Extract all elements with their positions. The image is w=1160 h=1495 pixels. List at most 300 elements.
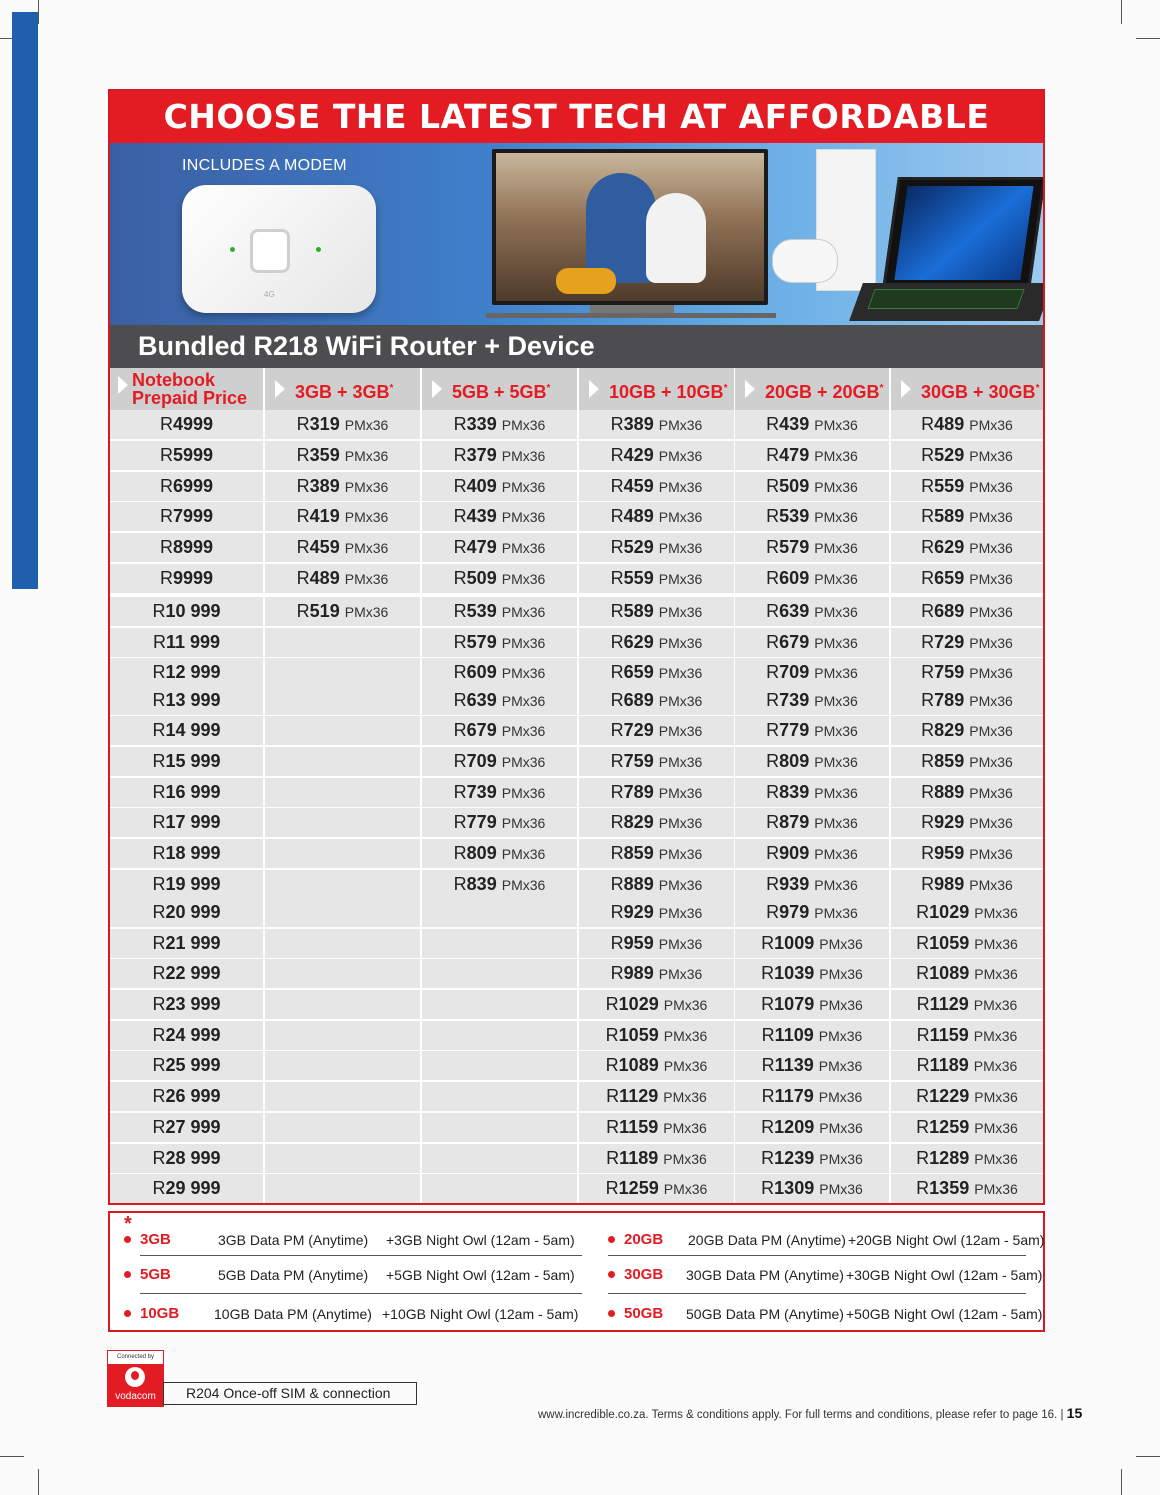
- term-label: PMx36: [818, 1028, 863, 1044]
- monthly-price: R1189: [606, 1148, 659, 1168]
- column-header-plan: [579, 368, 734, 410]
- table-cell-plan: [891, 1174, 1043, 1203]
- term-label: PMx36: [969, 448, 1013, 464]
- table-cell-plan: [579, 1082, 734, 1111]
- monthly-price: R459: [296, 537, 340, 557]
- page-number: 15: [1066, 1405, 1083, 1421]
- table-cell-empty: [422, 929, 577, 958]
- term-label: PMx36: [658, 571, 703, 587]
- table-cell-empty: [265, 1051, 420, 1080]
- monthly-price: R1129: [916, 994, 969, 1014]
- monthly-price: R829: [610, 812, 654, 832]
- monthly-price: R509: [453, 568, 497, 588]
- monthly-price: R459: [610, 476, 654, 496]
- bundle-title: Bundled R218 WiFi Router + Device: [138, 331, 595, 361]
- prepaid-price: R21 999: [152, 933, 221, 953]
- table-cell-plan: [735, 597, 889, 626]
- table-row-prepaid: [110, 472, 263, 501]
- laptop-image: [882, 177, 1043, 289]
- table-cell-plan: [579, 870, 734, 899]
- monthly-price: R509: [766, 476, 810, 496]
- table-cell-plan: [735, 410, 889, 439]
- monthly-price: R839: [453, 874, 497, 894]
- term-label: PMx36: [501, 693, 546, 709]
- column-header-plan: [422, 368, 577, 410]
- term-label: PMx36: [974, 1089, 1018, 1105]
- table-cell-plan: [579, 1021, 734, 1050]
- vodacom-icon: [125, 1367, 145, 1387]
- monthly-price: R1059: [605, 1025, 659, 1045]
- table-cell-plan: [891, 1113, 1043, 1142]
- monthly-price: R1079: [761, 994, 815, 1014]
- monthly-price: R859: [610, 843, 654, 863]
- term-label: PMx36: [969, 417, 1013, 433]
- table-cell-plan: [891, 870, 1043, 899]
- term-label: PMx36: [814, 571, 858, 587]
- table-row-prepaid: [110, 839, 263, 868]
- term-label: PMx36: [814, 815, 858, 831]
- table-cell-plan: [579, 686, 734, 715]
- table-cell-plan: [422, 533, 577, 562]
- prepaid-price: R20 999: [152, 902, 221, 922]
- prepaid-price: R17 999: [152, 812, 221, 832]
- table-cell-plan: [891, 808, 1043, 837]
- vodacom-name: vodacom: [115, 1391, 156, 1402]
- table-row-prepaid: [110, 628, 263, 657]
- monthly-price: R689: [610, 690, 654, 710]
- table-row-prepaid: [110, 959, 263, 988]
- term-label: PMx36: [814, 693, 858, 709]
- crop-mark: [38, 0, 39, 24]
- monthly-price: R1129: [606, 1086, 659, 1106]
- monthly-price: R559: [921, 476, 965, 496]
- bundle-title-bar: [110, 325, 1043, 368]
- term-label: PMx36: [814, 635, 858, 651]
- prepaid-label-line2: Prepaid Price: [132, 388, 248, 408]
- table-row-prepaid: [110, 410, 263, 439]
- table-cell-plan: [891, 686, 1043, 715]
- table-cell-plan: [735, 716, 889, 745]
- term-label: PMx36: [501, 604, 546, 620]
- table-row-prepaid: [110, 808, 263, 837]
- term-label: PMx36: [969, 509, 1013, 525]
- prepaid-price: R16 999: [152, 782, 221, 802]
- table-cell-plan: [265, 441, 420, 470]
- term-label: PMx36: [969, 479, 1013, 495]
- legend-night-owl: +30GB Night Owl (12am - 5am): [846, 1267, 1043, 1283]
- term-label: PMx36: [969, 815, 1013, 831]
- prepaid-price: R24 999: [152, 1025, 221, 1045]
- monthly-price: R1359: [916, 1178, 970, 1198]
- table-cell-plan: [891, 716, 1043, 745]
- table-cell-plan: [579, 410, 734, 439]
- table-cell-plan: [579, 990, 734, 1019]
- table-cell-plan: [891, 929, 1043, 958]
- prepaid-price: R28 999: [152, 1148, 221, 1168]
- table-cell-plan: [579, 898, 734, 927]
- monthly-price: R809: [766, 751, 810, 771]
- term-label: PMx36: [501, 754, 546, 770]
- table-cell-plan: [265, 597, 420, 626]
- table-row-prepaid: [110, 1174, 263, 1203]
- legend-item: [608, 1263, 1043, 1287]
- monthly-price: R709: [766, 662, 810, 682]
- table-row-prepaid: [110, 686, 263, 715]
- monthly-price: R629: [610, 632, 654, 652]
- term-label: PMx36: [969, 846, 1013, 862]
- term-label: PMx36: [658, 754, 703, 770]
- table-row-prepaid: [110, 1082, 263, 1111]
- table-cell-plan: [579, 1051, 734, 1080]
- term-label: PMx36: [969, 665, 1013, 681]
- table-cell-plan: [422, 628, 577, 657]
- crop-mark: [1136, 38, 1160, 39]
- legend-divider: [608, 1255, 1026, 1256]
- legend-night-owl: +50GB Night Owl (12am - 5am): [846, 1306, 1043, 1322]
- term-label: PMx36: [814, 540, 858, 556]
- table-cell-empty: [422, 1113, 577, 1142]
- table-cell-plan: [579, 564, 734, 593]
- monthly-price: R339: [453, 414, 497, 434]
- legend-code: 3GB: [140, 1231, 171, 1248]
- footer-text: www.incredible.co.za. Terms & conditions apply. For full terms and conditions, please refer to page 16.: [538, 1409, 1058, 1421]
- table-cell-plan: [735, 1174, 889, 1203]
- monthly-price: R929: [921, 812, 965, 832]
- term-label: PMx36: [658, 540, 703, 556]
- legend-item: [608, 1302, 1043, 1326]
- monthly-price: R1179: [761, 1086, 814, 1106]
- table-cell-plan: [422, 870, 577, 899]
- footer: [538, 1405, 1082, 1421]
- table-cell-empty: [422, 1051, 577, 1080]
- table-cell-plan: [422, 839, 577, 868]
- monthly-price: R1259: [605, 1178, 659, 1198]
- table-cell-empty: [422, 1021, 577, 1050]
- prepaid-price: R8999: [159, 537, 214, 557]
- table-row-prepaid: [110, 1113, 263, 1142]
- table-cell-plan: [891, 472, 1043, 501]
- table-cell-empty: [265, 1144, 420, 1173]
- table-cell-plan: [579, 441, 734, 470]
- term-label: PMx36: [501, 635, 546, 651]
- monthly-price: R539: [766, 506, 810, 526]
- monthly-price: R1159: [606, 1117, 659, 1137]
- monthly-price: R779: [766, 720, 810, 740]
- table-row-prepaid: [110, 1021, 263, 1050]
- monthly-price: R1159: [916, 1025, 969, 1045]
- monthly-price: R1059: [916, 933, 970, 953]
- term-label: PMx36: [819, 997, 863, 1013]
- crop-mark: [0, 1456, 24, 1457]
- plan-label: 30GB + 30GB*: [921, 382, 1040, 402]
- term-label: PMx36: [658, 604, 703, 620]
- crop-mark: [1121, 0, 1122, 24]
- term-label: PMx36: [658, 966, 703, 982]
- data-legend: [108, 1211, 1045, 1332]
- monthly-price: R489: [921, 414, 965, 434]
- term-label: PMx36: [344, 604, 389, 620]
- plan-label: 10GB + 10GB*: [609, 382, 728, 402]
- table-cell-plan: [422, 747, 577, 776]
- monthly-price: R929: [610, 902, 654, 922]
- table-cell-plan: [891, 1051, 1043, 1080]
- table-cell-plan: [579, 1174, 734, 1203]
- monthly-price: R939: [766, 874, 810, 894]
- monthly-price: R1109: [761, 1025, 814, 1045]
- term-label: PMx36: [814, 665, 858, 681]
- monthly-price: R589: [921, 506, 965, 526]
- table-row-prepaid: [110, 747, 263, 776]
- prepaid-price: R19 999: [152, 874, 221, 894]
- legend-code: 20GB: [624, 1231, 664, 1248]
- table-cell-plan: [891, 628, 1043, 657]
- monthly-price: R1029: [605, 994, 659, 1014]
- table-cell-plan: [265, 533, 420, 562]
- monthly-price: R359: [296, 445, 340, 465]
- prepaid-price: R6999: [159, 476, 214, 496]
- monthly-price: R1009: [761, 933, 815, 953]
- triangle-icon: [745, 380, 755, 398]
- table-cell-plan: [579, 1144, 734, 1173]
- bullet-icon: [124, 1271, 131, 1278]
- monthly-price: R959: [610, 933, 654, 953]
- table-cell-plan: [891, 747, 1043, 776]
- monthly-price: R1309: [761, 1178, 815, 1198]
- prepaid-price: R7999: [159, 506, 214, 526]
- table-cell-empty: [265, 1113, 420, 1142]
- term-label: PMx36: [974, 1120, 1018, 1136]
- headline: CHOOSE THE LATEST TECH AT AFFORDABLE: [110, 91, 1043, 143]
- table-cell-plan: [735, 628, 889, 657]
- term-label: PMx36: [658, 723, 703, 739]
- term-label: PMx36: [344, 479, 389, 495]
- table-cell-plan: [579, 472, 734, 501]
- monthly-price: R989: [921, 874, 965, 894]
- triangle-icon: [118, 376, 128, 394]
- term-label: PMx36: [818, 1089, 863, 1105]
- crop-mark: [1136, 1456, 1160, 1457]
- modem-label: INCLUDES A MODEM: [182, 157, 347, 174]
- monthly-price: R429: [610, 445, 654, 465]
- table-cell-plan: [579, 502, 734, 531]
- plan-label: 20GB + 20GB*: [765, 382, 884, 402]
- table-cell-empty: [422, 1082, 577, 1111]
- bullet-icon: [608, 1236, 615, 1243]
- term-label: PMx36: [658, 509, 703, 525]
- term-label: PMx36: [658, 936, 703, 952]
- table-row-prepaid: [110, 898, 263, 927]
- monthly-price: R789: [921, 690, 965, 710]
- prepaid-price: R11 999: [152, 632, 221, 652]
- term-label: PMx36: [969, 754, 1013, 770]
- table-cell-empty: [265, 1174, 420, 1203]
- table-row-prepaid: [110, 502, 263, 531]
- monthly-price: R519: [296, 601, 340, 621]
- vodacom-logo: [107, 1350, 164, 1407]
- monthly-price: R659: [921, 568, 965, 588]
- monthly-price: R529: [610, 537, 654, 557]
- table-row-prepaid: [110, 1144, 263, 1173]
- crop-mark: [1121, 1469, 1122, 1495]
- table-cell-plan: [735, 1021, 889, 1050]
- monthly-price: R439: [453, 506, 497, 526]
- table-cell-empty: [265, 898, 420, 927]
- monthly-price: R879: [766, 812, 810, 832]
- legend-code: 50GB: [624, 1305, 664, 1322]
- table-row-prepaid: [110, 929, 263, 958]
- term-label: PMx36: [814, 846, 858, 862]
- term-label: PMx36: [974, 905, 1018, 921]
- table-cell-plan: [422, 716, 577, 745]
- prepaid-price: R22 999: [152, 963, 221, 983]
- monthly-price: R539: [453, 601, 497, 621]
- table-row-prepaid: [110, 658, 263, 687]
- column-header-plan: [265, 368, 420, 410]
- table-cell-empty: [422, 1174, 577, 1203]
- term-label: PMx36: [969, 571, 1013, 587]
- prepaid-price: R25 999: [152, 1055, 221, 1075]
- monthly-price: R639: [453, 690, 497, 710]
- term-label: PMx36: [658, 417, 703, 433]
- table-cell-plan: [735, 502, 889, 531]
- legend-night-owl: +20GB Night Owl (12am - 5am): [848, 1232, 1045, 1248]
- blue-side-bar: [12, 12, 38, 589]
- monthly-price: R489: [296, 568, 340, 588]
- table-cell-plan: [735, 1144, 889, 1173]
- table-cell-plan: [735, 870, 889, 899]
- monthly-price: R1289: [916, 1148, 970, 1168]
- table-cell-plan: [735, 1082, 889, 1111]
- table-cell-empty: [265, 658, 420, 687]
- table-cell-plan: [422, 564, 577, 593]
- legend-night-owl: +5GB Night Owl (12am - 5am): [386, 1267, 575, 1283]
- term-label: PMx36: [501, 509, 546, 525]
- table-cell-empty: [422, 1144, 577, 1173]
- table-cell-plan: [891, 959, 1043, 988]
- table-cell-plan: [891, 990, 1043, 1019]
- monthly-price: R1229: [916, 1086, 970, 1106]
- term-label: PMx36: [344, 540, 389, 556]
- monthly-price: R379: [453, 445, 497, 465]
- monthly-price: R319: [296, 414, 340, 434]
- tv-image: [492, 149, 768, 305]
- table-cell-empty: [265, 716, 420, 745]
- legend-data: 20GB Data PM (Anytime): [688, 1232, 846, 1248]
- table-cell-plan: [891, 1082, 1043, 1111]
- legend-data: 50GB Data PM (Anytime): [686, 1306, 844, 1322]
- term-label: PMx36: [658, 905, 703, 921]
- monthly-price: R889: [610, 874, 654, 894]
- term-label: PMx36: [501, 723, 546, 739]
- term-label: PMx36: [501, 540, 546, 556]
- prepaid-price: R23 999: [152, 994, 221, 1014]
- term-label: PMx36: [973, 1028, 1018, 1044]
- monthly-price: R1139: [761, 1055, 814, 1075]
- prepaid-price: R15 999: [152, 751, 221, 771]
- term-label: PMx36: [969, 693, 1013, 709]
- term-label: PMx36: [501, 877, 546, 893]
- sim-connection-box: R204 Once-off SIM & connection: [163, 1382, 417, 1405]
- table-cell-plan: [735, 441, 889, 470]
- monthly-price: R409: [453, 476, 497, 496]
- term-label: PMx36: [814, 417, 858, 433]
- monthly-price: R489: [610, 506, 654, 526]
- modem-image: 4G: [182, 185, 376, 313]
- term-label: PMx36: [501, 785, 546, 801]
- table-cell-empty: [422, 959, 577, 988]
- table-cell-plan: [422, 502, 577, 531]
- table-row-prepaid: [110, 441, 263, 470]
- monthly-price: R609: [453, 662, 497, 682]
- legend-night-owl: +10GB Night Owl (12am - 5am): [382, 1306, 579, 1322]
- table-cell-empty: [265, 747, 420, 776]
- term-label: PMx36: [819, 1120, 863, 1136]
- table-cell-plan: [422, 658, 577, 687]
- table-cell-empty: [422, 898, 577, 927]
- table-cell-plan: [891, 658, 1043, 687]
- monthly-price: R739: [766, 690, 810, 710]
- table-row-prepaid: [110, 716, 263, 745]
- monthly-price: R1039: [761, 963, 815, 983]
- table-cell-empty: [265, 990, 420, 1019]
- monthly-price: R589: [610, 601, 654, 621]
- triangle-icon: [432, 380, 442, 398]
- column-header-plan: [735, 368, 889, 410]
- monthly-price: R779: [453, 812, 497, 832]
- table-cell-plan: [579, 1113, 734, 1142]
- table-row-prepaid: [110, 870, 263, 899]
- table-cell-plan: [265, 564, 420, 593]
- table-cell-plan: [579, 959, 734, 988]
- table-cell-plan: [891, 597, 1043, 626]
- table-cell-plan: [891, 1144, 1043, 1173]
- term-label: PMx36: [819, 1151, 863, 1167]
- monthly-price: R829: [921, 720, 965, 740]
- legend-item: [124, 1228, 575, 1252]
- table-cell-plan: [735, 747, 889, 776]
- monthly-price: R479: [453, 537, 497, 557]
- table-cell-empty: [265, 839, 420, 868]
- monthly-price: R629: [921, 537, 965, 557]
- table-cell-plan: [735, 898, 889, 927]
- term-label: PMx36: [974, 936, 1018, 952]
- legend-item: [608, 1228, 1045, 1252]
- monthly-price: R1089: [916, 963, 970, 983]
- monthly-price: R579: [453, 632, 497, 652]
- prepaid-price: R26 999: [152, 1086, 221, 1106]
- monthly-price: R1239: [761, 1148, 815, 1168]
- table-cell-plan: [891, 502, 1043, 531]
- prepaid-price: R4999: [159, 414, 214, 434]
- table-row-prepaid: [110, 778, 263, 807]
- term-label: PMx36: [501, 479, 546, 495]
- monthly-price: R679: [453, 720, 497, 740]
- term-label: PMx36: [814, 479, 858, 495]
- monthly-price: R989: [610, 963, 654, 983]
- term-label: PMx36: [814, 604, 858, 620]
- term-label: PMx36: [819, 1181, 863, 1197]
- monthly-price: R759: [921, 662, 965, 682]
- connected-by-label: Connected by: [108, 1351, 163, 1364]
- legend-code: 5GB: [140, 1266, 171, 1283]
- table-cell-plan: [579, 778, 734, 807]
- term-label: PMx36: [663, 1028, 708, 1044]
- triangle-icon: [275, 380, 285, 398]
- term-label: PMx36: [814, 448, 858, 464]
- term-label: PMx36: [814, 723, 858, 739]
- prepaid-price: R10 999: [152, 601, 221, 621]
- table-cell-plan: [891, 898, 1043, 927]
